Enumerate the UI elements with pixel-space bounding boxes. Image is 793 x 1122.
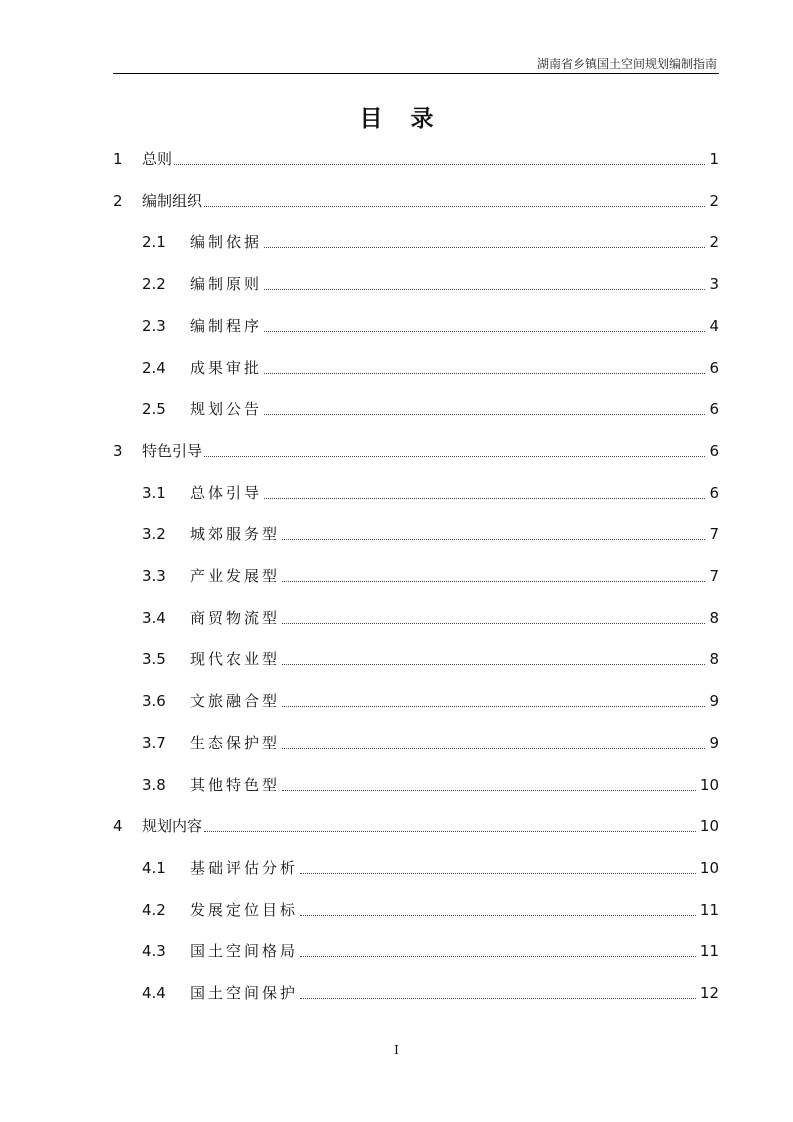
toc-leader-dots: [300, 998, 696, 999]
toc-entry-page: 1: [707, 147, 719, 171]
toc-entry-number: 3.6: [142, 689, 166, 713]
toc-entry[interactable]: [113, 314, 719, 338]
toc-entry[interactable]: [113, 564, 719, 588]
toc-entry[interactable]: [113, 689, 719, 713]
toc-entry[interactable]: [113, 230, 719, 254]
toc-entry-number: 4.2: [142, 898, 166, 922]
toc-title: [0, 100, 793, 133]
toc-entry-page: 11: [698, 939, 719, 963]
toc-entry[interactable]: [113, 439, 719, 463]
toc-leader-dots: [264, 414, 705, 415]
toc-entry-title: 规划公告: [190, 397, 264, 421]
toc-entry-title: 文旅融合型: [190, 689, 282, 713]
toc-leader-dots: [300, 956, 696, 957]
toc-leader-dots: [264, 289, 705, 290]
toc-entry-page: 7: [707, 564, 719, 588]
toc-entry-number: 3.3: [142, 564, 166, 588]
toc-entry-number: 2.4: [142, 356, 166, 380]
toc-entry-number: 3.2: [142, 522, 166, 546]
toc-entry[interactable]: [113, 606, 719, 630]
toc-leader-dots: [282, 623, 705, 624]
toc-entry-number: 4: [113, 814, 123, 838]
toc-entry-page: 10: [698, 856, 719, 880]
page-number: I: [394, 1043, 399, 1057]
toc-entry-page: 7: [707, 522, 719, 546]
toc-leader-dots: [264, 498, 705, 499]
toc-entry-title: 城郊服务型: [190, 522, 282, 546]
toc-entry[interactable]: [113, 898, 719, 922]
toc-entry-title: 国土空间保护: [190, 981, 300, 1005]
toc-entry-title: 基础评估分析: [190, 856, 300, 880]
toc-entry[interactable]: [113, 939, 719, 963]
toc-entry[interactable]: [113, 647, 719, 671]
toc-entry-title: 国土空间格局: [190, 939, 300, 963]
toc-entry-page: 11: [698, 898, 719, 922]
toc-entry-title: 编制组织: [142, 189, 204, 213]
toc-entry-page: 6: [707, 397, 719, 421]
toc-entry-page: 4: [707, 314, 719, 338]
toc-entry-title: 商贸物流型: [190, 606, 282, 630]
toc-title-char-1: 目: [359, 105, 383, 132]
toc-entry-number: 3.4: [142, 606, 166, 630]
toc-leader-dots: [282, 748, 705, 749]
toc-leader-dots: [282, 539, 705, 540]
toc-entry-title: 编制依据: [190, 230, 264, 254]
toc-entry-title: 生态保护型: [190, 731, 282, 755]
toc-entry-number: 3.5: [142, 647, 166, 671]
toc-entry-title: 成果审批: [190, 356, 264, 380]
toc-entry-number: 2.2: [142, 272, 166, 296]
toc-entry-page: 6: [707, 439, 719, 463]
toc-leader-dots: [264, 247, 705, 248]
toc-entry[interactable]: [113, 356, 719, 380]
toc-entry-title: 其他特色型: [190, 773, 282, 797]
toc-entry-number: 4.3: [142, 939, 166, 963]
toc-entry-page: 3: [707, 272, 719, 296]
toc-entry-page: 6: [707, 481, 719, 505]
toc-entry[interactable]: [113, 814, 719, 838]
toc-entry[interactable]: [113, 856, 719, 880]
toc-leader-dots: [282, 706, 705, 707]
toc-entry-page: 9: [707, 689, 719, 713]
toc-leader-dots: [204, 456, 705, 457]
toc-leader-dots: [282, 790, 696, 791]
toc-entry-title: 发展定位目标: [190, 898, 300, 922]
toc-entry[interactable]: [113, 272, 719, 296]
toc-entry[interactable]: [113, 189, 719, 213]
toc-entry-number: 3.7: [142, 731, 166, 755]
toc-entry-title: 编制程序: [190, 314, 264, 338]
toc-leader-dots: [174, 164, 705, 165]
toc-entry-number: 2.5: [142, 397, 166, 421]
toc-entry-number: 4.1: [142, 856, 166, 880]
toc-entry-number: 3.1: [142, 481, 166, 505]
toc-entry-title: 特色引导: [142, 439, 204, 463]
toc-entry-page: 8: [707, 647, 719, 671]
toc-leader-dots: [300, 873, 696, 874]
toc-entry-page: 10: [698, 814, 719, 838]
toc-entry-number: 1: [113, 147, 123, 171]
toc-leader-dots: [300, 915, 696, 916]
toc-entry-page: 10: [698, 773, 719, 797]
toc-entry-page: 2: [707, 230, 719, 254]
toc-entry-page: 9: [707, 731, 719, 755]
toc-entry[interactable]: [113, 522, 719, 546]
toc-entry[interactable]: [113, 481, 719, 505]
toc-entry-title: 规划内容: [142, 814, 204, 838]
toc-entry-title: 现代农业型: [190, 647, 282, 671]
running-header: 湖南省乡镇国土空间规划编制指南: [536, 57, 717, 71]
toc-leader-dots: [204, 831, 696, 832]
toc-leader-dots: [264, 331, 705, 332]
toc-entry-title: 产业发展型: [190, 564, 282, 588]
toc-entry-number: 2: [113, 189, 123, 213]
toc-entry-number: 2.1: [142, 230, 166, 254]
toc-entry-title: 总则: [142, 147, 174, 171]
toc-entry-page: 2: [707, 189, 719, 213]
toc-entry-number: 3.8: [142, 773, 166, 797]
toc-entry[interactable]: [113, 773, 719, 797]
toc-leader-dots: [204, 206, 705, 207]
toc-entry-number: 2.3: [142, 314, 166, 338]
toc-entry[interactable]: [113, 397, 719, 421]
toc-leader-dots: [264, 373, 705, 374]
toc-entry[interactable]: [113, 731, 719, 755]
toc-entry[interactable]: [113, 147, 719, 171]
toc-entry-page: 8: [707, 606, 719, 630]
toc-title-char-2: 录: [410, 105, 434, 132]
toc-entry-page: 6: [707, 356, 719, 380]
toc-leader-dots: [282, 581, 705, 582]
toc-entry-number: 4.4: [142, 981, 166, 1005]
toc-entry-title: 编制原则: [190, 272, 264, 296]
toc-entry-title: 总体引导: [190, 481, 264, 505]
header-rule: [113, 73, 719, 74]
toc-leader-dots: [282, 664, 705, 665]
toc-entry[interactable]: [113, 981, 719, 1005]
toc-entry-number: 3: [113, 439, 123, 463]
toc-entry-page: 12: [698, 981, 719, 1005]
